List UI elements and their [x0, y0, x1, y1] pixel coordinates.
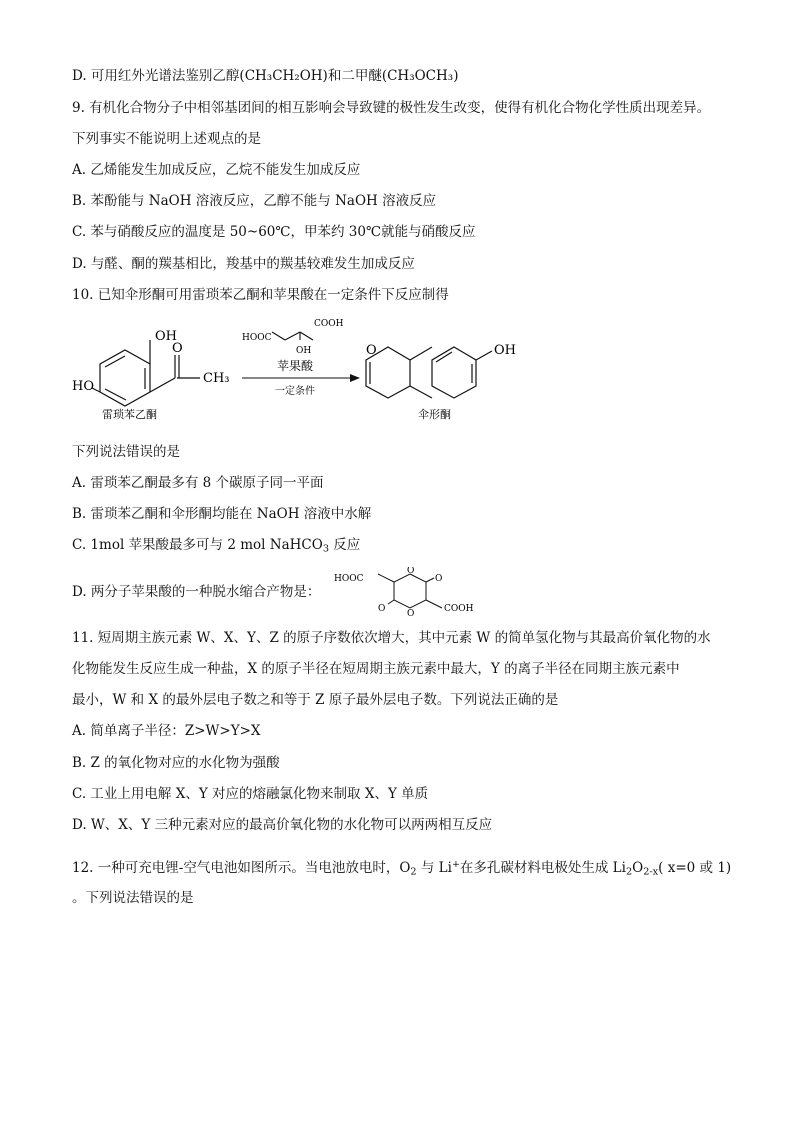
malic-hooc-label: HOOC [242, 333, 272, 343]
ho-label: HO [72, 379, 94, 394]
q11-stem-2: 化物能发生反应生成一种盐，X 的原子半径在短周期主族元素中最大，Y 的离子半径在同期主族元素中 [72, 661, 680, 677]
q10-stem: 10. 已知伞形酮可用雷琐苯乙酮和苹果酸在一定条件下反应制得 [72, 287, 449, 303]
q12-li2-sub: 2 [625, 866, 633, 878]
q11-stem-3: 最小，W 和 X 的最外层电子数之和等于 Z 原子最外层电子数。下列说法正确的是 [72, 692, 559, 708]
q12-product-text: 在多孔碳材料电极处生成 Li [459, 860, 626, 877]
q10-option-c [72, 536, 360, 558]
q9-option-d: D. 与醛、酮的羰基相比，羧基中的羰基较难发生加成反应 [72, 256, 415, 272]
resacetophenone-name: 雷琐苯乙酮 [102, 408, 157, 421]
ch3-label: CH₃ [203, 371, 230, 386]
dimer-carbonyl-o-left: O [378, 604, 386, 614]
q8-option-d: D. 可用红外光谱法鉴别乙醇(CH₃CH₂OH)和二甲醚(CH₃OCH₃) [72, 68, 459, 84]
lactone-o-label: O [366, 343, 377, 358]
q11-option-c: C. 工业上用电解 X、Y 对应的熔融氯化物来制取 X、Y 单质 [72, 786, 429, 802]
q12-stem [72, 856, 731, 882]
ketone-o-label: O [172, 341, 183, 356]
q9-option-c: C. 苯与硝酸反应的温度是 50~60℃，甲苯约 30℃就能与硝酸反应 [72, 224, 476, 240]
q10-option-c-text: C. 1mol 苹果酸最多可与 2 mol NaHCO [72, 537, 323, 553]
q9-prompt: 下列事实不能说明上述观点的是 [72, 131, 261, 147]
q12-li-sup: + [451, 859, 460, 870]
malic-dimer-structure [330, 567, 490, 617]
oh-label: OH [155, 329, 177, 344]
malic-acid-label: 苹果酸 [277, 359, 314, 373]
q10-prompt: 下列说法错误的是 [72, 444, 180, 460]
q12-o-sub: 2-x [643, 866, 659, 878]
q10-option-b: B. 雷琐苯乙酮和伞形酮均能在 NaOH 溶液中水解 [72, 506, 372, 522]
q11-option-b: B. Z 的氧化物对应的水化物为强酸 [72, 755, 280, 771]
dimer-carbonyl-o-right: O [435, 574, 443, 584]
q9-option-a: A. 乙烯能发生加成反应，乙烷不能发生加成反应 [72, 162, 361, 178]
q12-li-text: 与 Li [416, 860, 452, 877]
q11-stem-1: 11. 短周期主族元素 W、X、Y、Z 的原子序数依次增大，其中元素 W 的简单氢化物与其最高价氧化物的水 [72, 630, 711, 646]
malic-oh-label: OH [296, 346, 312, 356]
q10-option-a: A. 雷琐苯乙酮最多有 8 个碳原子同一平面 [72, 475, 324, 491]
q12-condition: ( x=0 或 1) [658, 860, 732, 877]
dimer-cooh-label: COOH [444, 604, 474, 614]
umbelliferone-oh-label: OH [494, 343, 516, 358]
q12-prompt: 。下列说法错误的是 [72, 890, 194, 906]
umbelliferone-name: 伞形酮 [418, 408, 451, 421]
reaction-scheme [60, 310, 560, 422]
malic-cooh-label: COOH [314, 319, 344, 329]
q12-stem-text: 12. 一种可充电锂-空气电池如图所示。当电池放电时，O [72, 860, 411, 877]
dimer-ring-o-top: O [407, 567, 415, 576]
q10-option-c-tail: 反应 [329, 537, 361, 553]
q12-o-text: O [632, 860, 644, 877]
q10-option-c-sub: 3 [322, 543, 329, 555]
q12-o2-sub: 2 [410, 866, 417, 878]
dimer-hooc-label: HOOC [334, 574, 364, 584]
dimer-ring-o-bottom: O [407, 609, 415, 617]
q11-option-a: A. 简单离子半径：Z>W>Y>X [72, 723, 261, 739]
condition-label: 一定条件 [275, 386, 315, 397]
q9-option-b: B. 苯酚能与 NaOH 溶液反应，乙醇不能与 NaOH 溶液反应 [72, 193, 437, 209]
q11-option-d: D. W、X、Y 三种元素对应的最高价氧化物的水化物可以两两相互反应 [72, 817, 493, 833]
q10-option-d: D. 两分子苹果酸的一种脱水缩合产物是： [72, 584, 321, 600]
q9-stem: 9. 有机化合物分子中相邻基团间的相互影响会导致键的极性发生改变，使得有机化合物化学性质出现差异。 [72, 100, 711, 116]
